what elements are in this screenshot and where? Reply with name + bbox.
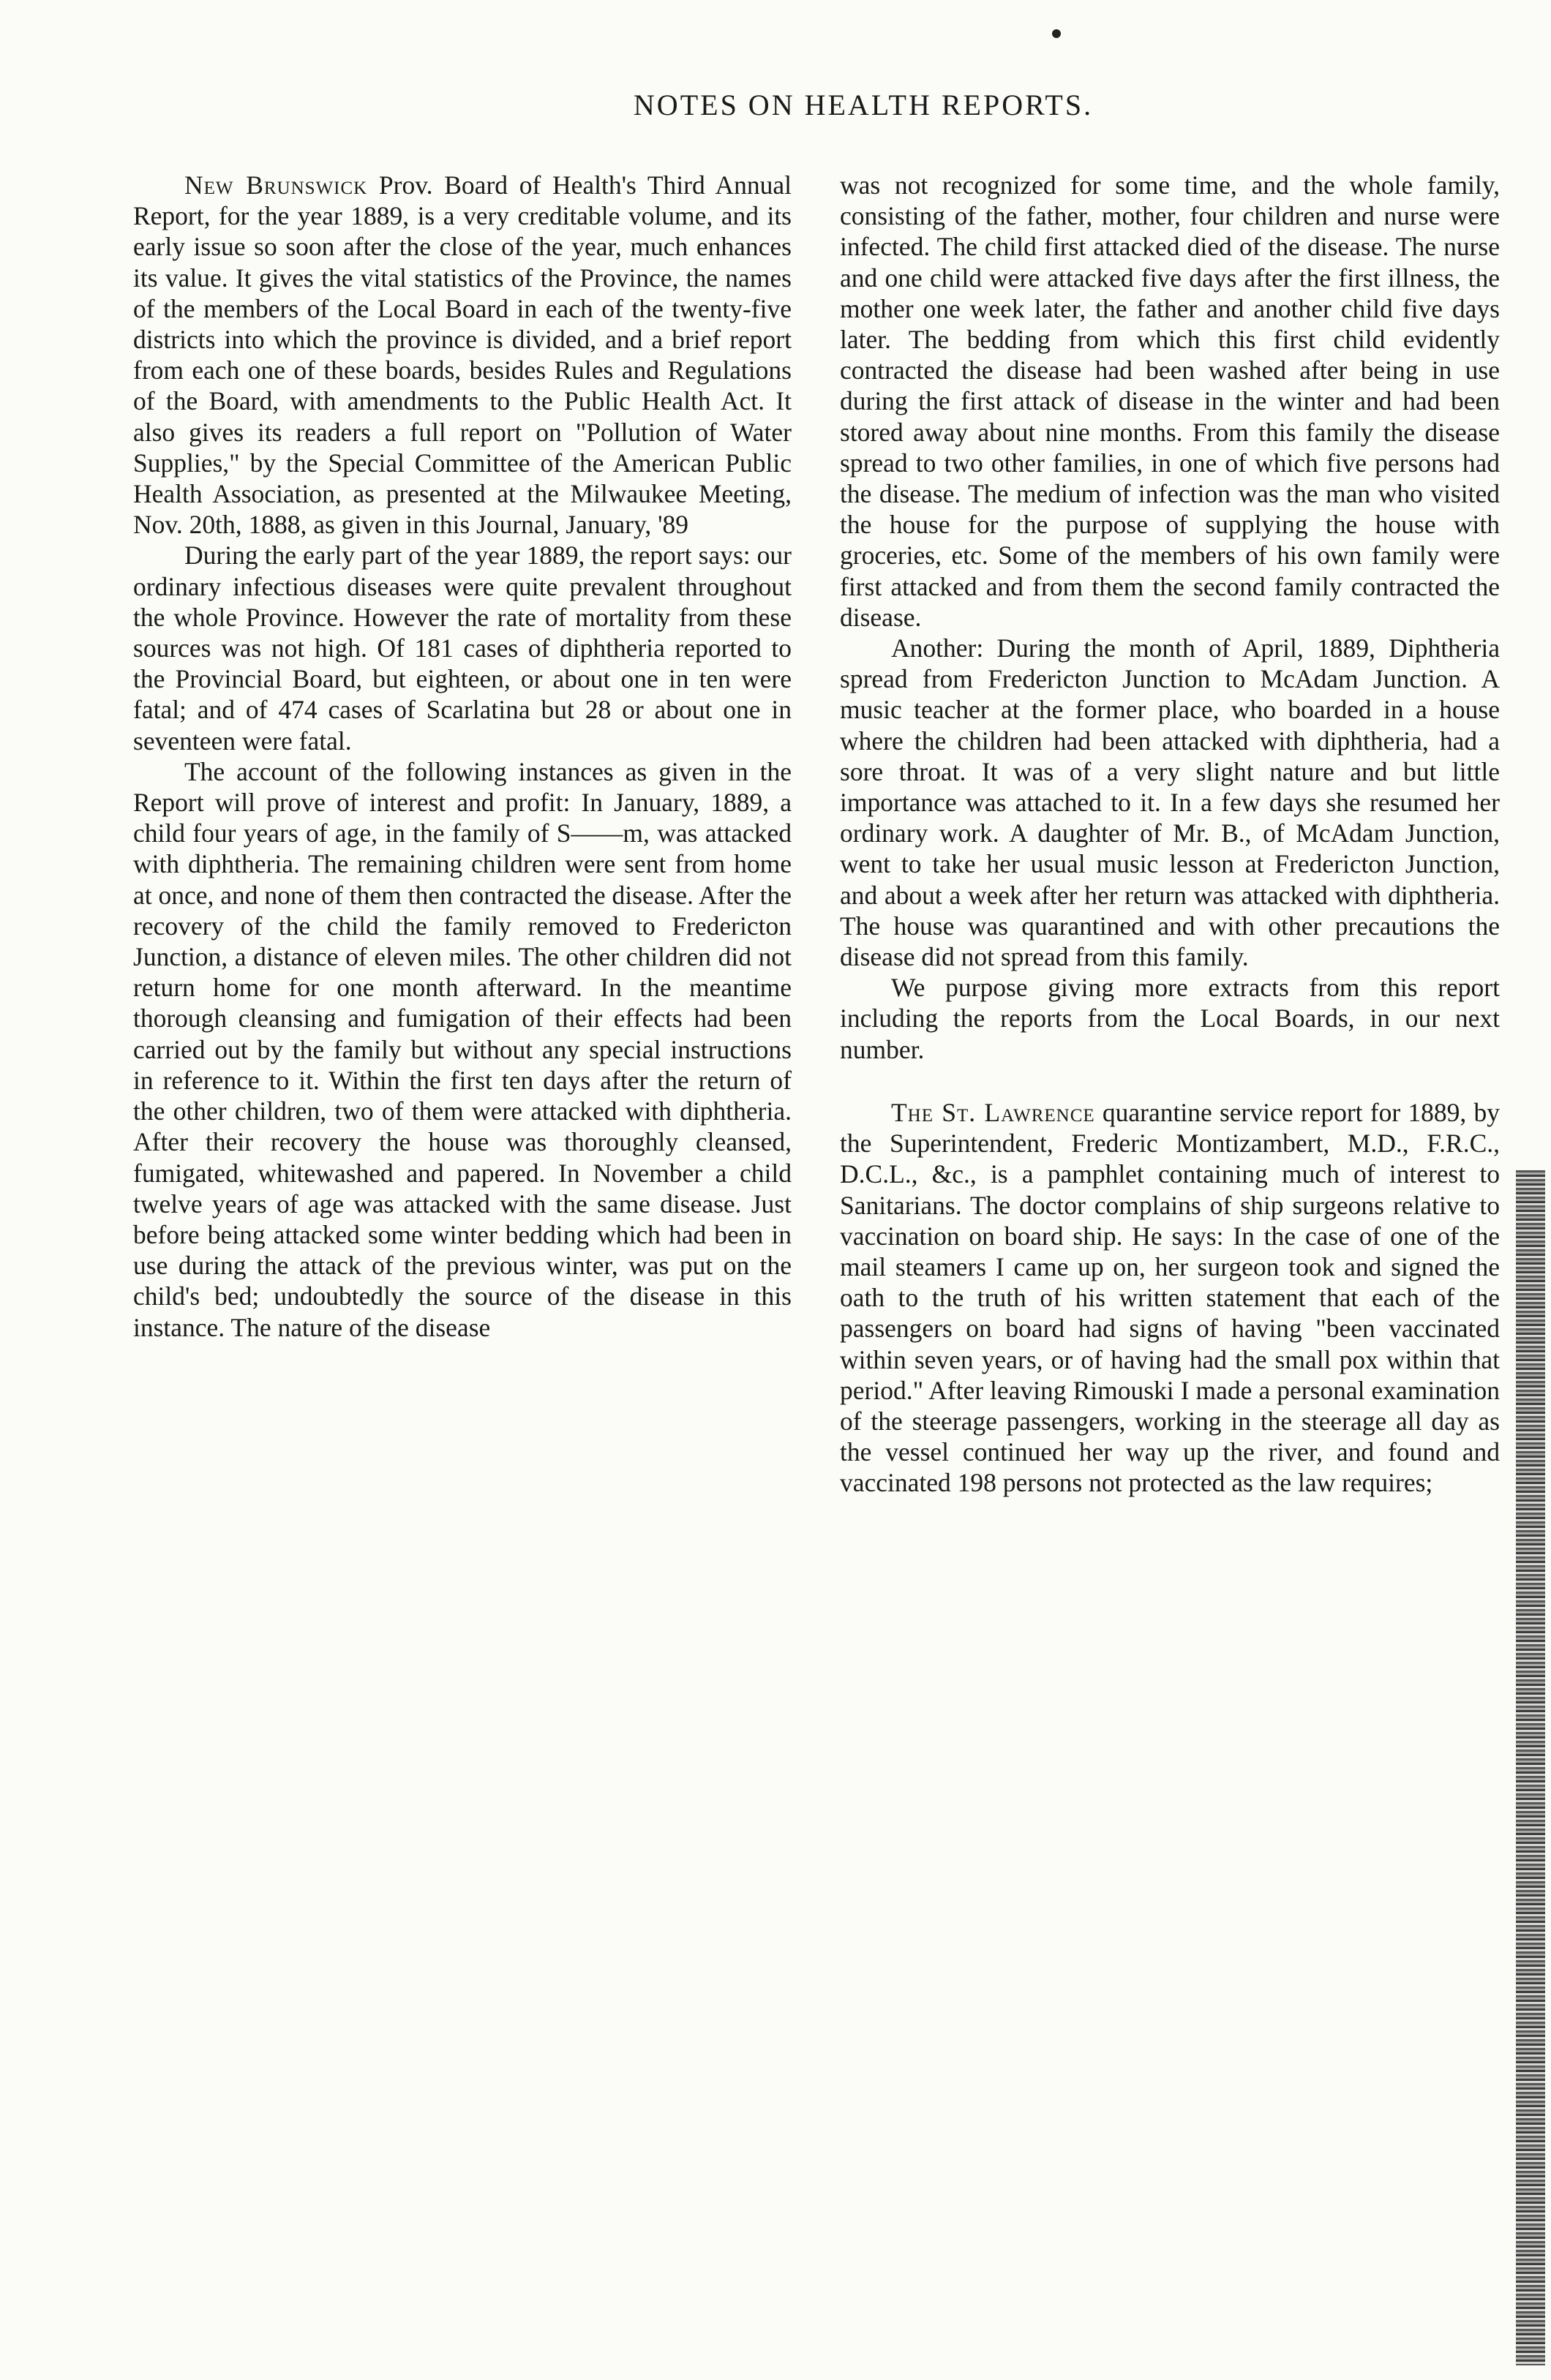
paragraph-new-brunswick [133, 170, 792, 540]
paragraph-instances: The account of the following instances as given in the Report will prove of interest and profit: In January, 1889, a child four years of age, in the family of S——m, was attacked with diphtheria. The remaining children were sent from home at once, and none of them then contracted the disease. After the recovery of the child the family removed to Fredericton Junction, a distance of eleven miles. The other children did not return home for one month afterward. In the meantime thorough cleansing and fumigation of their effects had been carried out by the family but without any special instructions in reference to it. Within the first ten days after the return of the other children, two of them were attacked with diphtheria. After their recovery the house was thoroughly cleansed, fumigated, whitewashed and papered. In November a child twelve years of age was attacked with the same disease. Just before being attacked some winter bedding which had been in use during the attack of the previous winter, was put on the child's bed; undoubtedly the source of the disease in this instance. The nature of the disease [133, 756, 792, 1342]
page-title: NOTES ON HEALTH REPORTS. [633, 89, 1094, 121]
paragraph-text: Prov. Board of Health's Third Annual Report, for the year 1889, is a very creditable volume, and its early issue so soon after the close of the year, much enhances its value. It gives the vital statistics of the Province, the names of the members of the Local Board in each of the twenty-five districts into which the province is divided, and a brief report from each one of these boards, besides Rules and Regulations of the Board, with amendments to the Public Health Act. It also gives its readers a full report on "Pollution of Water Supplies," by the Special Committee of the American Public Health Association, as presented at the Milwaukee Meeting, Nov. 20th, 1888, as given in this Journal, January, '89 [133, 170, 792, 540]
paragraph-extracts: We purpose giving more extracts from this report including the reports from the Local Boards, in our next number. [840, 973, 1500, 1064]
right-column [840, 170, 1500, 1499]
paragraph-st-lawrence [840, 1097, 1500, 1499]
lead-in-new-brunswick: New Brunswick [184, 170, 368, 200]
scan-edge-artifact [1516, 1170, 1545, 2365]
paragraph-text: quarantine service report for 1889, by the Superintendent, Frederic Montizambert, M.D., F.R.C., D.C.L., &c., is a pamphlet containing much of interest to Sanitarians. The doctor complains of ship surgeons relative to vaccination on board ship. He says: In the case of one of the mail steamers I came up on, her surgeon took and signed the oath to the truth of his written statement that each of the passengers on board had signs of having "been vaccinated within seven years, or of having had the small pox within that period." After leaving Rimouski I made a personal examination of the steerage passengers, working in the steerage all day as the vessel continued her way up the river, and found and vaccinated 198 persons not protected as the law requires; [840, 1097, 1501, 1498]
paragraph-early-part: During the early part of the year 1889, the report says: our ordinary infectious diseases were quite prevalent throughout the whole Province. However the rate of mortality from these sources was not high. Of 181 cases of diphtheria reported to the Provincial Board, but eighteen, or about one in ten were fatal; and of 474 cases of Scarlatina but 28 or about one in seventeen were fatal. [133, 541, 792, 756]
print-mark [1052, 29, 1061, 38]
left-column [133, 170, 792, 1343]
paragraph-another: Another: During the month of April, 1889, Diphtheria spread from Fredericton Junction to McAdam Junction. A music teacher at the former place, who boarded in a house where the children had been attacked with diphtheria, had a sore throat. It was of a very slight nature and but little importance was attached to it. In a few days she resumed her ordinary work. A daughter of Mr. B., of McAdam Junction, went to take her usual music lesson at Fredericton Junction, and about a week after her return was attacked with diphtheria. The house was quarantined and with other precautions the disease did not spread from this family. [840, 633, 1500, 972]
lead-in-st-lawrence: The St. Lawrence [891, 1097, 1095, 1127]
paragraph-continued: was not recognized for some time, and the whole family, consisting of the father, mother, four children and nurse were infected. The child first attacked died of the disease. The nurse and one child were attacked five days after the first illness, the mother one week later, the father and another child five days later. The bedding from which this first child evidently contracted the disease had been washed after being in use during the first attack of disease in the winter and had been stored away about nine months. From this family the disease spread to two other families, in one of which five persons had the disease. The medium of infection was the man who visited the house for the purpose of supplying the house with groceries, etc. Some of the members of his own family were first attacked and from them the second family contracted the disease. [840, 170, 1500, 632]
